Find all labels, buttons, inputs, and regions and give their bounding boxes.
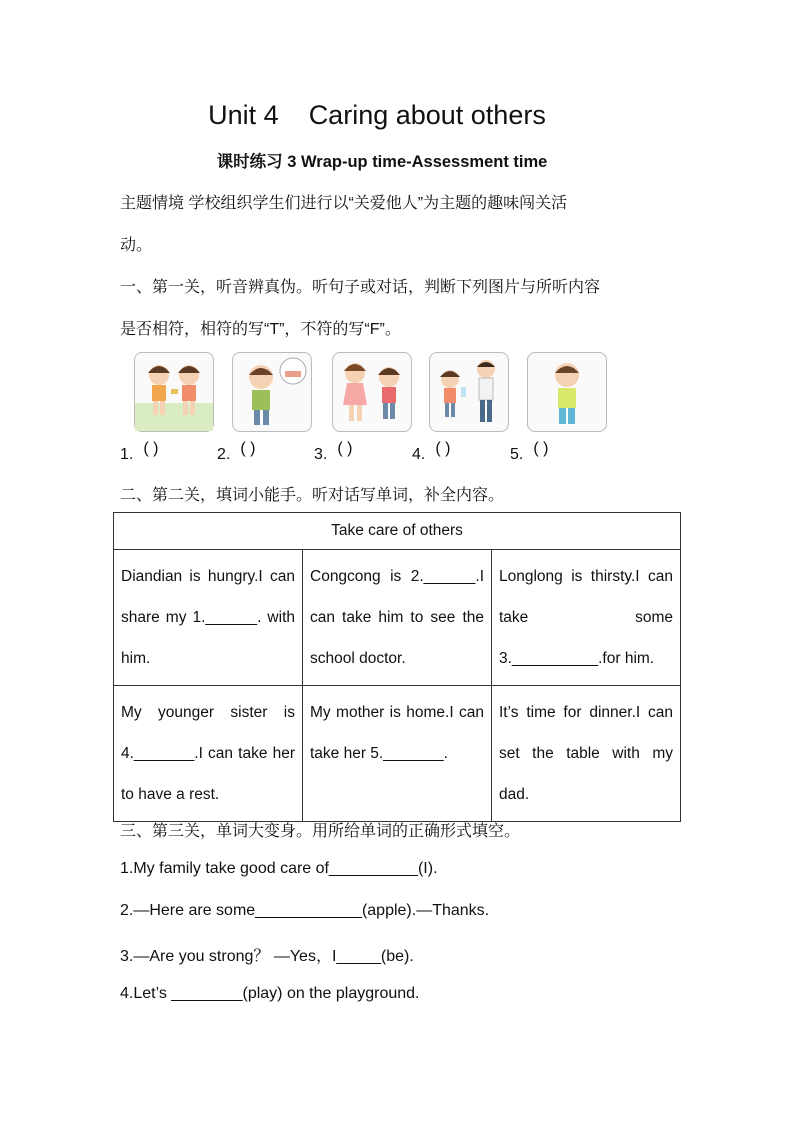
- lesson-subtitle: 课时练习 3 Wrap-up time-Assessment time: [216, 153, 548, 171]
- unit-label: Unit 4: [208, 100, 279, 130]
- table-cell-1[interactable]: Diandian is hungry.I can share my 1.______. with him.: [114, 550, 303, 686]
- page-title: [0, 100, 754, 131]
- answer-blank-5[interactable]: ( ): [533, 440, 549, 457]
- table-cell-5[interactable]: My mother is home.I can take her 5._______.: [303, 686, 492, 822]
- answer-item-2[interactable]: 2. ( ): [217, 440, 256, 463]
- answer-item-4[interactable]: 4. ( ): [412, 440, 451, 463]
- intro-line-1: 主题情境 学校组织学生们进行以“关爱他人”为主题的趣味闯关活: [120, 195, 568, 212]
- section3-item-1[interactable]: 1.My family take good care of__________(I).: [120, 860, 438, 877]
- section2-heading: 二、第二关，填词小能手。听对话写单词，补全内容。: [120, 487, 505, 504]
- picture-3-two-girls: [332, 352, 412, 432]
- picture-4-girl-and-man: [429, 352, 509, 432]
- section1-heading-2: 是否相符，相符的写“T”，不符的写“F”。: [120, 321, 401, 338]
- answer-blank-3[interactable]: ( ): [337, 440, 353, 457]
- table-cell-2[interactable]: Congcong is 2.______.I can take him to see the school doctor.: [303, 550, 492, 686]
- section3-heading: 三、第三关，单词大变身。用所给单词的正确形式填空。: [120, 823, 521, 840]
- answer-blank-4[interactable]: ( ): [435, 440, 451, 457]
- section3-item-2[interactable]: 2.—Here are some____________(apple).—Thanks.: [120, 902, 490, 919]
- table-cell-4[interactable]: My younger sister is 4._______.I can take her to have a rest.: [114, 686, 303, 822]
- picture-2-boy-sick: [232, 352, 312, 432]
- picture-5-boy-standing: [527, 352, 607, 432]
- answer-item-1[interactable]: 1. ( ): [120, 440, 159, 463]
- listening-pictures: [134, 352, 614, 437]
- answer-item-3[interactable]: 3. ( ): [314, 440, 353, 463]
- table-title: Take care of others: [114, 513, 681, 550]
- picture-1-two-girls-sharing: [134, 352, 214, 432]
- table-cell-6[interactable]: It’s time for dinner.I can set the table with my dad.: [492, 686, 681, 822]
- unit-title: Caring about others: [308, 100, 546, 130]
- section3-item-4[interactable]: 4.Let’s ________(play) on the playground.: [120, 985, 420, 1002]
- answer-blank-2[interactable]: ( ): [240, 440, 256, 457]
- answer-item-5[interactable]: 5. ( ): [510, 440, 549, 463]
- section3-item-3[interactable]: 3.—Are you strong？ —Yes，I_____(be).: [120, 948, 414, 965]
- section1-heading-1: 一、第一关，听音辨真伪。听句子或对话，判断下列图片与所听内容: [120, 279, 601, 296]
- intro-line-2: 动。: [120, 237, 153, 254]
- answer-blank-1[interactable]: ( ): [143, 440, 159, 457]
- table-cell-3[interactable]: Longlong is thirsty.I can take some 3.__________.for him.: [492, 550, 681, 686]
- take-care-table: [113, 512, 681, 822]
